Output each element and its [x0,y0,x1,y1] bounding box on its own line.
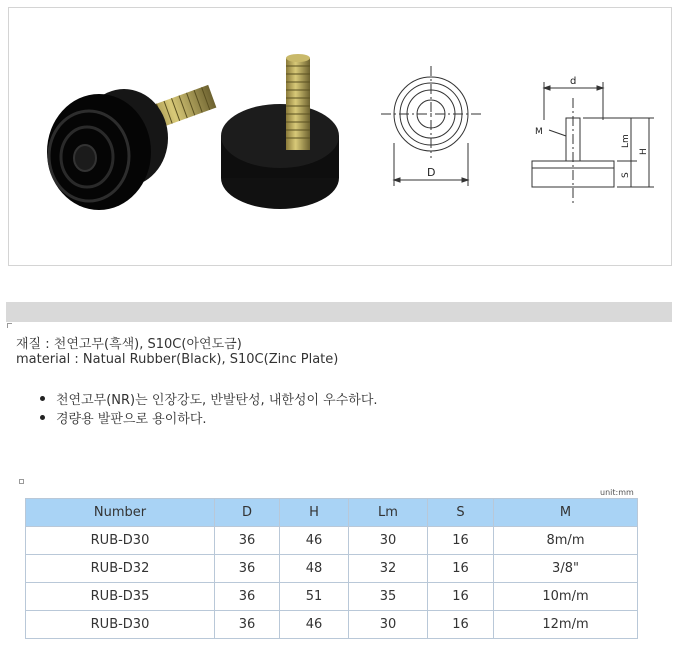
col-header-lm: Lm [349,499,428,527]
cell-m: 3/8" [494,555,638,583]
cell-h: 46 [280,611,349,639]
cell-m: 10m/m [494,583,638,611]
cell-number: RUB-D30 [26,527,215,555]
dim-lm-label: Lm [621,134,631,148]
cell-m: 8m/m [494,527,638,555]
section-marker [7,323,12,328]
col-header-s: S [428,499,494,527]
cell-s: 16 [428,611,494,639]
feature-text: 천연고무(NR)는 인장강도, 반발탄성, 내한성이 우수하다. [56,393,378,408]
dim-h-label: H [639,148,649,155]
feature-list [40,389,378,427]
cell-number: RUB-D32 [26,555,215,583]
dim-d-top-label: D [427,166,436,179]
feature-item [40,408,378,427]
col-header-d: D [215,499,280,527]
col-header-h: H [280,499,349,527]
section-divider-bar [6,302,672,322]
cell-m: 12m/m [494,611,638,639]
cell-lm: 35 [349,583,428,611]
material-english: material : Natual Rubber(Black), S10C(Zinc Plate) [16,352,339,367]
feature-text: 경량용 발판으로 용이하다. [56,412,207,427]
spec-table [25,498,638,639]
cell-d: 36 [215,583,280,611]
table-header-row [26,499,638,527]
product-image-frame [8,7,672,266]
rubber-foot-photo-right [221,54,339,209]
material-korean: 재질 : 천연고무(흑색), S10C(아연도금) [16,337,242,352]
cell-s: 16 [428,583,494,611]
cell-s: 16 [428,555,494,583]
bullet-icon [40,415,45,420]
table-row [26,611,638,639]
unit-label: unit:mm [600,488,634,497]
cell-h: 46 [280,527,349,555]
cell-lm: 32 [349,555,428,583]
product-illustration [9,8,673,267]
cell-number: RUB-D35 [26,583,215,611]
table-row [26,527,638,555]
cell-d: 36 [215,555,280,583]
side-view-diagram [532,82,654,204]
cell-h: 48 [280,555,349,583]
table-row [26,583,638,611]
cell-d: 36 [215,611,280,639]
dim-d-side-label: d [570,76,577,87]
table-marker [19,479,24,484]
col-header-m: M [494,499,638,527]
cell-number: RUB-D30 [26,611,215,639]
cell-s: 16 [428,527,494,555]
cell-h: 51 [280,583,349,611]
cell-lm: 30 [349,527,428,555]
table-row [26,555,638,583]
cell-lm: 30 [349,611,428,639]
feature-item [40,389,378,408]
cell-d: 36 [215,527,280,555]
dim-s-label: S [621,172,631,178]
dim-m-label: M [535,127,543,137]
col-header-number: Number [26,499,215,527]
rubber-foot-photo-left [47,85,216,210]
bullet-icon [40,396,45,401]
